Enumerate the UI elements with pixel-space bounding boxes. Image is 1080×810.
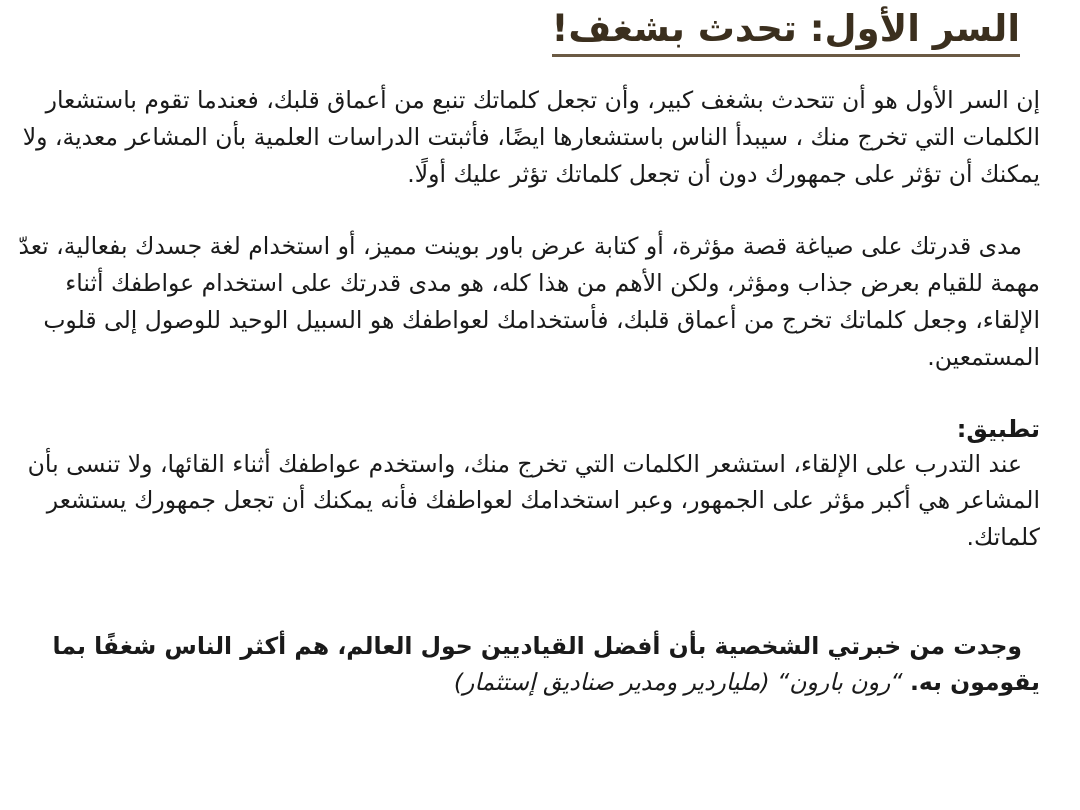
paragraph-application: عند التدرب على الإلقاء، استشعر الكلمات التي تخرج منك، واستخدم عواطفك أثناء القائها، ولا تنسى بأن المشاعر هي أكبر مؤثر على الجمهور، وعبر استخدامك لعواطفك فأنه يمكنك أن تجعل جمهورك يستشعر كلماتك.: [27, 449, 1040, 552]
document-body: [12, 82, 1040, 700]
paragraph-intro: إن السر الأول هو أن تتحدث بشغف كبير، وأن تجعل كلماتك تنبع من أعماق قلبك، فعندما تقوم باستشعار الكلمات التي تخرج منك ، سيبدأ الناس باستشعارها ايضًا، فأثبتت الدراسات العلمية بأن المشاعر معدية، ولا يمكنك أن تؤثر على جمهورك دون أن تجعل كلماتك تؤثر عليك أولًا.: [22, 86, 1040, 188]
title-container: [552, 6, 1021, 57]
paragraph-emotions: مدى قدرتك على صياغة قصة مؤثرة، أو كتابة عرض باور بوينت مميز، أو استخدام لغة جسدك بفعالية، تعدّ مهمة للقيام بعرض جذاب ومؤثر، ولكن الأهم من هذا كله، هو مدى قدرتك على استخدام عواطفك أثناء الإلقاء، وجعل كلماتك تخرج من أعماق قلبك، فأستخدامك لعواطفك هو السبيل الوحيد للوصول إلى قلوب المستمعين.: [18, 232, 1040, 371]
quote-attribution: “رون بارون“ (ملياردير ومدير صناديق إستثمار): [453, 667, 903, 696]
quote-text: وجدت من خبرتي الشخصية بأن أفضل القياديين حول العالم، هم أكثر الناس شغفًا بما يقومون به.: [52, 631, 1040, 696]
page-title: السر الأول: تحدث بشغف!: [552, 6, 1021, 57]
section-heading-application: تطبيق:: [956, 414, 1040, 443]
quote-block: [12, 628, 1040, 700]
